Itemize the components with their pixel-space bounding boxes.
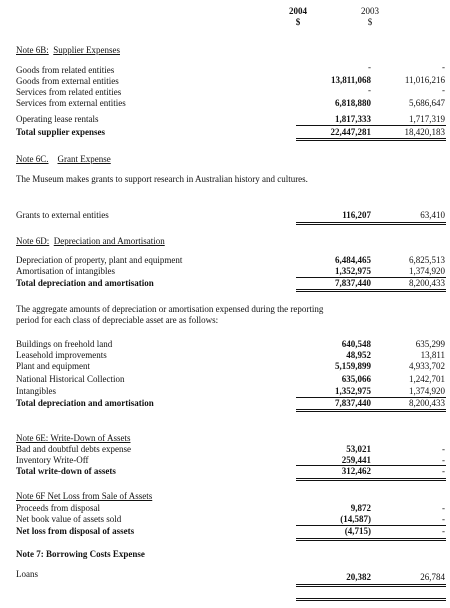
row-label: Services from related entities bbox=[16, 87, 122, 97]
value-2004: 5,159,899 bbox=[335, 361, 371, 371]
total-rule bbox=[370, 222, 446, 225]
value-2003: - bbox=[442, 62, 445, 72]
value-2004: 13,811,068 bbox=[330, 75, 371, 85]
value-2003: 26,784 bbox=[420, 572, 445, 582]
note-6c-number: Note 6C. bbox=[16, 154, 49, 164]
total-label: Total supplier expenses bbox=[16, 127, 106, 137]
row-label: Goods from external entities bbox=[16, 76, 119, 86]
total-2003: 18,420,183 bbox=[404, 127, 445, 137]
header-unit-2003: $ bbox=[367, 17, 373, 27]
row-label: Bad and doubtful debts expense bbox=[16, 444, 131, 454]
value-2003: 1,374,920 bbox=[409, 386, 445, 396]
value-2003: 1,717,319 bbox=[409, 114, 445, 124]
total-rule bbox=[370, 478, 446, 481]
note-6b-number: Note 6B: bbox=[16, 45, 49, 55]
total-rule bbox=[296, 478, 372, 481]
header-year-2003: 2003 bbox=[361, 6, 379, 16]
subtotal-rule bbox=[370, 125, 446, 126]
total-2003: 8,200,433 bbox=[409, 398, 445, 408]
note-6b-heading: Supplier Expenses bbox=[53, 45, 120, 55]
value-2004: 640,548 bbox=[341, 339, 371, 349]
total-rule bbox=[370, 538, 446, 541]
total-rule bbox=[370, 138, 446, 141]
value-2004: (14,587) bbox=[340, 514, 371, 524]
note-6c-heading: Grant Expense bbox=[57, 154, 111, 164]
total-rule bbox=[296, 222, 372, 225]
value-2003: 1,242,701 bbox=[409, 374, 445, 384]
note-6d-heading: Depreciation and Amortisation bbox=[53, 236, 165, 246]
row-label: Inventory Write-Off bbox=[16, 455, 89, 465]
total-2004: 22,447,281 bbox=[330, 127, 371, 137]
value-2003: 4,933,702 bbox=[409, 361, 445, 371]
total-label: Total depreciation and amortisation bbox=[16, 398, 154, 408]
value-2003: 13,811 bbox=[420, 350, 445, 360]
note-6d-description: The aggregate amounts of depreciation or amortisation expensed during the reporting period for each class of depreciable asset are as follows: bbox=[16, 304, 324, 325]
row-label: Operating lease rentals bbox=[16, 114, 99, 124]
note-6b-title bbox=[16, 45, 120, 56]
row-label: Grants to external entities bbox=[16, 210, 109, 220]
value-2004: 259,441 bbox=[341, 455, 371, 465]
value-2003: 635,299 bbox=[415, 339, 445, 349]
row-label: Depreciation of property, plant and equipment bbox=[16, 255, 183, 265]
value-2004: 48,952 bbox=[346, 350, 371, 360]
total-label: Total depreciation and amortisation bbox=[16, 278, 154, 288]
value-2004: 1,352,975 bbox=[335, 266, 371, 276]
total-rule bbox=[296, 289, 372, 292]
value-2003: - bbox=[442, 514, 445, 524]
total-rule bbox=[370, 409, 446, 412]
value-2004: 6,484,465 bbox=[335, 255, 371, 265]
value-2004: - bbox=[368, 62, 371, 72]
note-6e-title: Note 6E: Write-Down of Assets bbox=[16, 433, 131, 443]
total-2004: 7,837,440 bbox=[335, 398, 371, 408]
total-rule bbox=[370, 289, 446, 292]
row-label: Services from external entities bbox=[16, 98, 126, 108]
value-2004: 1,817,333 bbox=[335, 114, 371, 124]
value-2004: 1,352,975 bbox=[335, 386, 371, 396]
value-2004: 53,021 bbox=[346, 444, 371, 454]
total-rule bbox=[296, 138, 372, 141]
value-2004: 9,872 bbox=[350, 503, 371, 513]
total-rule bbox=[370, 584, 446, 587]
note-6d-title bbox=[16, 236, 165, 247]
value-2003: 63,410 bbox=[420, 210, 445, 220]
note-6c-title bbox=[16, 154, 111, 165]
total-2003: 8,200,433 bbox=[409, 278, 445, 288]
header-year-2004: 2004 bbox=[289, 6, 307, 16]
value-2004: 20,382 bbox=[346, 572, 371, 582]
value-2003: - bbox=[442, 503, 445, 513]
value-2003: 5,686,647 bbox=[409, 98, 445, 108]
value-2004: 635,066 bbox=[341, 374, 371, 384]
value-2003: - bbox=[442, 85, 445, 95]
page-bottom-rule bbox=[296, 598, 372, 601]
note-7-title: Note 7: Borrowing Costs Expense bbox=[16, 549, 145, 559]
row-label: Intangibles bbox=[16, 386, 56, 396]
total-rule bbox=[296, 409, 372, 412]
row-label: Loans bbox=[16, 569, 38, 579]
row-label: Buildings on freehold land bbox=[16, 339, 113, 349]
value-2003: - bbox=[442, 455, 445, 465]
total-label: Total write-down of assets bbox=[16, 466, 116, 476]
row-label: Net book value of assets sold bbox=[16, 514, 122, 524]
note-6d-number: Note 6D: bbox=[16, 236, 50, 246]
note-6f-title: Note 6F Net Loss from Sale of Assets bbox=[16, 491, 153, 501]
total-2004: 312,462 bbox=[341, 466, 371, 476]
subtotal-rule bbox=[296, 125, 372, 126]
note-6c-description: The Museum makes grants to support research in Australian history and cultures. bbox=[16, 174, 308, 184]
total-2003: - bbox=[442, 466, 445, 476]
total-2004: (4,715) bbox=[344, 526, 371, 536]
total-2004: 7,837,440 bbox=[335, 278, 371, 288]
row-label: Goods from related entities bbox=[16, 65, 115, 75]
page-bottom-rule bbox=[370, 598, 446, 601]
row-label: Leasehold improvements bbox=[16, 350, 107, 360]
row-label: National Historical Collection bbox=[16, 374, 125, 384]
value-2003: 6,825,513 bbox=[409, 255, 445, 265]
row-label: Amortisation of intangibles bbox=[16, 266, 115, 276]
total-rule bbox=[296, 584, 372, 587]
value-2004: - bbox=[368, 85, 371, 95]
header-unit-2004: $ bbox=[295, 17, 301, 27]
value-2003: 1,374,920 bbox=[409, 266, 445, 276]
total-rule bbox=[296, 538, 372, 541]
row-label: Plant and equipment bbox=[16, 361, 90, 371]
total-2003: - bbox=[442, 526, 445, 536]
value-2004: 6,818,880 bbox=[335, 98, 371, 108]
row-label: Proceeds from disposal bbox=[16, 503, 100, 513]
value-2003: 11,016,216 bbox=[404, 75, 445, 85]
value-2004: 116,207 bbox=[342, 210, 371, 220]
total-label: Net loss from disposal of assets bbox=[16, 526, 135, 536]
value-2003: - bbox=[442, 444, 445, 454]
